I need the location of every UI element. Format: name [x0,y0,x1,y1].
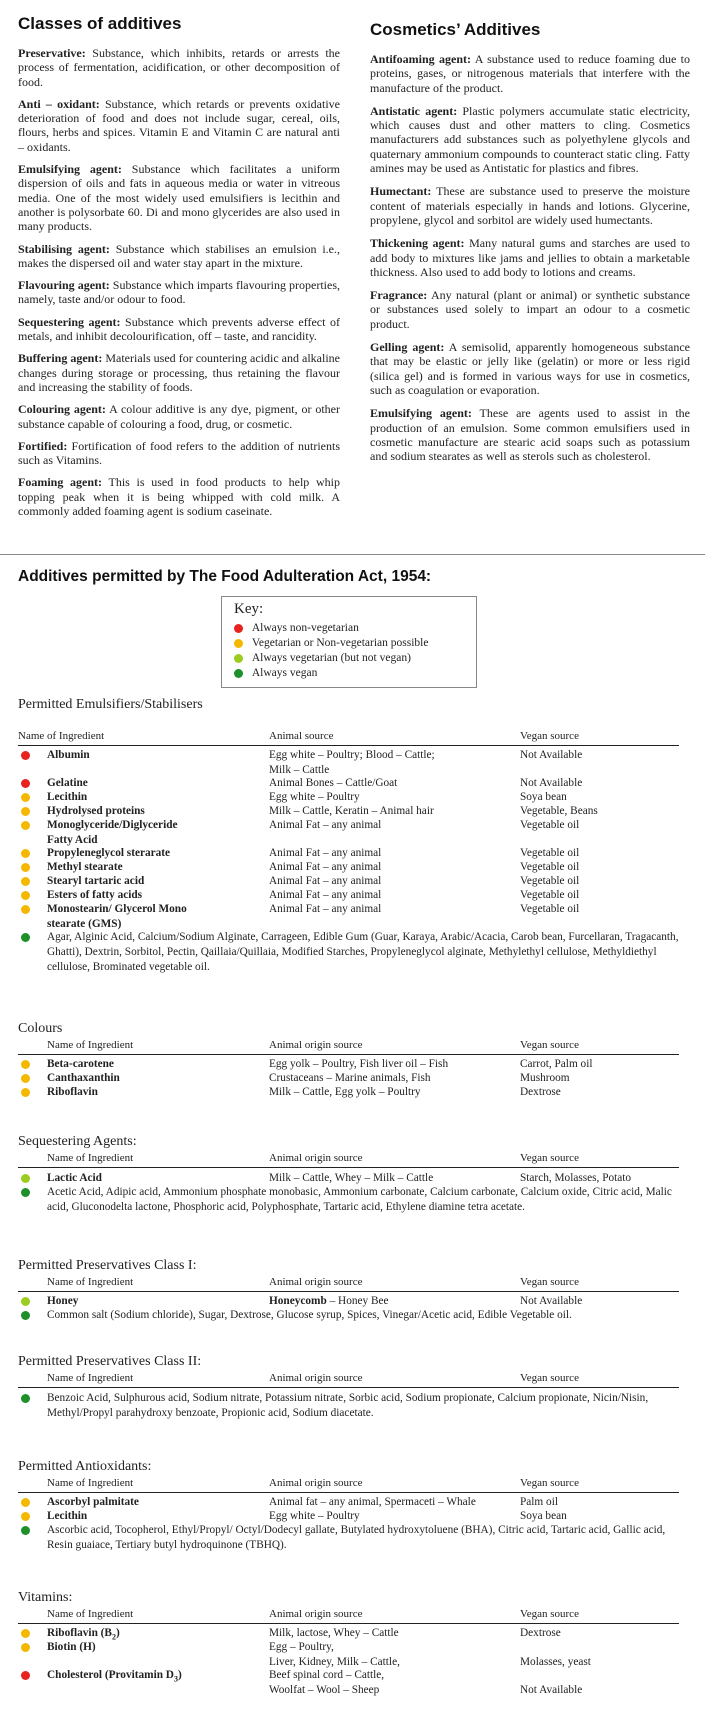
definition-paragraph [370,406,690,463]
classes-list [18,46,340,518]
vegan-source: Starch, Molasses, Potato [520,1172,632,1184]
definition-paragraph [18,278,340,307]
definition-text: Fortification of food refers to the addition of nutrients such as Vitamins. [18,438,340,468]
orange-dot-icon [21,1498,30,1507]
column-header: Animal origin source [269,1152,363,1164]
column-header: Vegan source [520,730,579,742]
animal-source: Milk – Cattle, Egg yolk – Poultry [269,1086,421,1098]
orange-dot-icon [21,1512,30,1521]
definition-term: Antistatic agent: [370,103,458,118]
table-row [0,1057,705,1071]
header-rule [18,1054,679,1055]
definition-term: Colouring agent: [18,402,106,417]
animal-source: Animal Fat – any animal [269,847,382,859]
definition-term: Emulsifying agent: [370,406,472,421]
animal-source: Animal Fat – any animal [269,875,382,887]
vegan-source: Not Available [520,1684,583,1696]
animal-source: Honeycomb – Honey Bee [269,1295,389,1307]
definition-paragraph [18,475,340,518]
vegan-source: Soya bean [520,1510,567,1522]
orange-dot-icon [21,863,30,872]
definition-paragraph [18,97,340,154]
animal-source: Animal Fat – any animal [269,903,382,915]
subscript: 3 [173,1674,178,1684]
key-item [234,622,359,634]
vegan-ingredients-list: Benzoic Acid, Sulphurous acid, Sodium nitrate, Potassium nitrate, Sorbic acid, Sodium propionate, Calcium propionate, Nicin/Nisin, Methyl/Propyl parahydroxy benzoate, Propionic acid, Sodium diacetate. [47,1392,649,1419]
definition-paragraph [18,162,340,233]
definition-text: This is used in food products to help whip topping peak when it is being whipped with cold milk. A commonly added foaming agent is sodium caseinate. [18,475,340,519]
animal-source: Animal Bones – Cattle/Goat [269,777,398,789]
ingredient-name: Albumin [47,749,90,761]
cosmetics-list [370,52,690,463]
orange-dot-icon [21,821,30,830]
definition-term: Emulsifying agent: [18,162,122,177]
section-title: Permitted Emulsifiers/Stabilisers [18,697,203,712]
column-header: Name of Ingredient [47,1039,134,1051]
vegan-source: Molasses, yeast [520,1656,591,1668]
definition-paragraph [18,46,340,89]
orange-dot-icon [21,1629,30,1638]
vegan-source: Vegetable, Beans [520,805,598,817]
green-dot-icon [21,1311,30,1320]
definition-paragraph [370,184,690,227]
orange-dot-icon [21,1088,30,1097]
red-dot-icon [21,1671,30,1680]
header-rule [18,1291,679,1292]
section-title: Sequestering Agents: [18,1134,137,1149]
header-rule [18,745,679,746]
section-title: Permitted Preservatives Class I: [18,1258,197,1273]
table-row [0,888,705,902]
green-dot-icon [21,1188,30,1197]
ingredient-name: Honey [47,1295,79,1307]
cosmetics-column [370,20,690,472]
definition-text: A substance used to reduce foaming due to proteins, gases, or nitrogenous materials that interfere with the manufacture of the product. [370,52,690,95]
column-header: Name of Ingredient [47,1608,134,1620]
definition-text: These are agents used to assist in the production of an emulsion. Some common emulsifiers used in cosmetic manufacture are stearic acid soaps such as potassium and sodium stearates as well as sterols such as cholesterol. [370,406,690,464]
vegan-source: Vegetable oil [520,847,580,859]
key-label: Always non-vegetarian [251,622,359,634]
definition-term: Fragrance: [370,288,428,303]
definition-term: Humectant: [370,184,432,199]
column-header: Animal origin source [269,1039,363,1051]
ingredient-name: Propyleneglycol sterarate [47,847,171,859]
definition-term: Buffering agent: [18,351,103,366]
definition-paragraph [18,351,340,394]
red-dot-icon [21,751,30,760]
vegan-ingredients-list: Common salt (Sodium chloride), Sugar, Dextrose, Glucose syrup, Spices, Vinegar/Acetic acid, Edible Vegetable oil. [47,1309,572,1321]
column-header: Name of Ingredient [47,1477,134,1489]
orange-dot-icon [21,905,30,914]
header-rule [18,1492,679,1493]
vegan-source: Vegetable oil [520,861,580,873]
animal-source: Egg yolk – Poultry, Fish liver oil – Fish [269,1058,449,1070]
vegan-source: Soya bean [520,791,567,803]
table-row [0,1294,705,1308]
orange-dot-icon [21,1074,30,1083]
ingredient-name: Gelatine [47,777,88,789]
definition-text: Many natural gums and starches are used to add body to mixtures like jams and jellies to obtain a marketable thickness. Also used to add body to lotions and creams. [370,236,690,279]
definition-text: Substance which imparts flavouring properties, namely, taste and/or odour to food. [18,278,340,307]
ingredient-name: Canthaxanthin [47,1072,120,1084]
ingredient-name: Riboflavin [47,1086,98,1098]
table-row [0,790,705,804]
green-dot-icon [21,1526,30,1535]
orange-dot-icon [21,849,30,858]
lime-dot-icon [21,1297,30,1306]
table-row [0,1509,705,1523]
table-row [0,1626,705,1640]
green-dot-icon [21,1394,30,1403]
definition-term: Sequestering agent: [18,314,121,329]
definition-term: Fortified: [18,438,68,453]
definition-paragraph [370,340,690,397]
table-row [0,1495,705,1509]
ingredient-name: Methyl stearate [47,861,123,873]
vegan-source: Not Available [520,777,583,789]
definition-paragraph [370,288,690,331]
ingredient-name: Stearyl tartaric acid [47,875,145,887]
animal-source: Crustaceans – Marine animals, Fish [269,1072,431,1084]
animal-source: Milk – Cattle, Whey – Milk – Cattle [269,1172,434,1184]
section-title: Vitamins: [18,1590,73,1605]
definition-term: Gelling agent: [370,340,445,355]
definition-term: Antifoaming agent: [370,52,472,66]
orange-dot-icon [21,1060,30,1069]
column-header: Animal origin source [269,1608,363,1620]
ingredient-name: Monoglyceride/Diglyceride Fatty Acid [47,819,178,846]
table-row [0,776,705,790]
column-header: Animal origin source [269,1372,363,1384]
table-row [0,1668,705,1696]
key-label: Always vegetarian (but not vegan) [251,652,411,664]
definition-term: Flavouring agent: [18,278,110,293]
lime-dot-icon [21,1174,30,1183]
definition-text: A colour additive is any dye, pigment, or other substance capable of colouring a food, drug, or cosmetic. [18,402,340,431]
header-rule [18,1623,679,1624]
definition-term: Foaming agent: [18,475,103,490]
ingredient-name: Monostearin/ Glycerol Mono stearate (GMS) [47,903,187,930]
vegan-source: Dextrose [520,1086,561,1098]
animal-source: Animal Fat – any animal [269,861,382,873]
table-row [0,748,705,776]
vegan-ingredients-list: Agar, Alginic Acid, Calcium/Sodium Alginate, Carrageen, Edible Gum (Guar, Karaya, Arabic/Acacia, Carob bean, Furcellaran, Tragacanth, Ghatti), Dextrin, Sorbitol, Pectin, Qaillaia/Quillaia, Modified Starches, Propyleneglycol alginate, Methylethyl cellulose, Methyldiethyl cellulose, Brominated vegetable oil. [47,931,679,973]
vegan-source: Not Available [520,749,583,761]
table-row [0,902,705,930]
column-header: Vegan source [520,1276,579,1288]
column-header: Animal source [269,730,334,742]
column-header: Vegan source [520,1608,579,1620]
orange-dot-icon [234,639,243,648]
column-header: Name of Ingredient [47,1276,134,1288]
ingredient-name: Riboflavin $(B_2)$ [47,1627,120,1642]
header-rule [18,1167,679,1168]
animal-source-bold: Honeycomb [269,1295,327,1307]
header-rule [18,1387,679,1388]
table-row [0,846,705,860]
ingredient-name: Hydrolysed proteins [47,805,145,817]
vegan-source: Not Available [520,1295,583,1307]
column-header: Animal origin source [269,1477,363,1489]
table-row [0,860,705,874]
definition-paragraph [18,315,340,344]
vegan-source: Palm oil [520,1496,558,1508]
section-title: Permitted Preservatives Class II: [18,1354,202,1369]
column-header: Vegan source [520,1372,579,1384]
definition-term: Preservative: [18,46,86,60]
column-header: Vegan source [520,1039,579,1051]
ingredient-name: Biotin (H) [47,1641,96,1653]
key-box [221,596,477,688]
definition-text: Materials used for countering acidic and alkaline changes during storage or processing, thus retaining the flavour and increasing the stability of foods. [18,351,340,394]
animal-source: Animal Fat – any animal [269,819,382,831]
table-row [0,1640,705,1668]
definition-text: Substance, which retards or prevents oxidative deterioration of food and does not include sugar, cereal, oils, flours, herbs and spices. Vitamin E and Vitamin C are natural anti – oxidants. [18,96,341,154]
definition-text: Plastic polymers accumulate static electricity, which causes dust and other matters to cling. Cosmetics manufacturers add substances such as polyethylene glycols and quaternary ammonium compounds to counteract static cling. Fatty amines may be used as Antistatic for plastics and fibres. [370,103,690,176]
animal-source: Beef spinal cord – Cattle, Woolfat – Wool – Sheep [269,1669,385,1696]
vegan-source: Dextrose [520,1627,561,1639]
definition-text: Substance which facilitates a uniform dispersion of oils and fats in aqueous media or water in vitreous media. One of the most widely used emulsifiers is lecithin and another is polysorbate 60. Di and mono glycerides are also used in many products. [18,162,340,234]
green-dot-icon [234,669,243,678]
key-label: Vegetarian or Non-vegetarian possible [251,637,429,649]
definition-paragraph [18,402,340,431]
column-header: Name of Ingredient [47,1152,134,1164]
lime-dot-icon [234,654,243,663]
vegan-source: Mushroom [520,1072,570,1084]
table-row [0,874,705,888]
red-dot-icon [21,779,30,788]
vegan-ingredients-list: Ascorbic acid, Tocopherol, Ethyl/Propyl/ Octyl/Dodecyl gallate, Butylated hydroxytoluene (BHA), Citric acid, Tartaric acid, Gallic acid, Resin guaiace, Tertiary butyl hydroquinone (TBHQ). [47,1524,666,1551]
orange-dot-icon [21,891,30,900]
vegan-ingredients-list: Acetic Acid, Adipic acid, Ammonium phosphate monobasic, Ammonium carbonate, Calcium carbonate, Calcium oxide, Citric acid, Malic acid, Gluconodelta lactone, Phosphoric acid, Polyphosphate, Tartaric acid, Ethylene diamine tetra acetate. [47,1186,672,1213]
animal-source: Egg white – Poultry [269,1510,360,1522]
subscript: 2 [111,1632,116,1642]
additive-classes-panel [0,0,705,554]
definition-paragraph [18,242,340,271]
animal-source: Egg white – Poultry; Blood – Cattle; Milk – Cattle [269,749,435,776]
table-row [0,818,705,846]
column-header: Animal origin source [269,1276,363,1288]
definition-text: Substance, which inhibits, retards or arrests the process of fermentation, acidification, or other decomposition of food. [18,46,340,89]
definition-term: Stabilising agent: [18,241,110,256]
ingredient-name: Esters of fatty acids [47,889,143,901]
classes-column [18,14,340,526]
table-row [0,804,705,818]
ingredient-name: Cholesterol (Provitamin $D_3$) [47,1669,182,1684]
vegan-source: Carrot, Palm oil [520,1058,593,1070]
key-item [234,667,317,679]
ingredient-name: Beta-carotene [47,1058,114,1070]
ingredient-name: Ascorbyl palmitate [47,1496,139,1508]
section-divider [0,554,705,555]
animal-source: Milk – Cattle, Keratin – Animal hair [269,805,434,817]
section-title: Permitted Antioxidants: [18,1459,152,1474]
vegan-source: Vegetable oil [520,875,580,887]
column-header: Name of Ingredient [47,1372,134,1384]
animal-source: Egg white – Poultry [269,791,360,803]
orange-dot-icon [21,807,30,816]
table-row [0,1085,705,1099]
key-item [234,652,411,664]
definition-text: Any natural (plant or animal) or synthetic substance or substances used solely to impart an odour to a cosmetic product. [370,288,690,331]
table-row [0,1171,705,1185]
definition-term: Anti – oxidant: [18,96,100,111]
key-label: Always vegan [251,667,318,679]
column-header: Name of Ingredient [18,730,105,742]
classes-title: Classes of additives [18,14,182,33]
definition-paragraph [370,52,690,95]
animal-source: Animal fat – any animal, Spermaceti – Whale [269,1496,476,1508]
orange-dot-icon [21,793,30,802]
column-header: Vegan source [520,1152,579,1164]
definition-text: A semisolid, apparently homogeneous substance that may be elastic or jelly like (gelatin) or more or less rigid (silica gel) and is formed in various ways for use in cosmetics, such as coagulation or evaporation. [370,340,690,397]
vegan-source: Vegetable oil [520,903,580,915]
definition-text: These are substance used to preserve the moisture content of materials especially in hands and lotions. Glycerine, propylene, glycol and sorbitol are widely used humectants. [370,184,690,227]
vegan-source: Vegetable oil [520,889,580,901]
animal-source: Animal Fat – any animal [269,889,382,901]
animal-source: Milk, lactose, Whey – Cattle [269,1627,399,1639]
orange-dot-icon [21,1643,30,1652]
definition-paragraph [370,236,690,279]
definition-term: Thickening agent: [370,236,465,251]
definition-text: Substance which prevents adverse effect of metals, and inhibit decolourification, off – taste, and rancidity. [18,314,340,344]
definition-text: Substance which stabilises an emulsion i.e., makes the dispersed oil and water stay apart in the mixture. [18,241,340,270]
ingredient-name: Lactic Acid [47,1172,102,1184]
definition-paragraph [370,104,690,175]
column-header: Vegan source [520,1477,579,1489]
green-dot-icon [21,933,30,942]
cosmetics-title: Cosmetics’ Additives [370,20,541,39]
table-row [0,1071,705,1085]
key-title: Key: [234,601,264,617]
ingredient-name: Lecithin [47,1510,88,1522]
permitted-title: Additives permitted by The Food Adulteration Act, 1954: [18,568,432,585]
section-title: Colours [18,1021,63,1036]
red-dot-icon [234,624,243,633]
definition-paragraph [18,439,340,468]
ingredient-name: Lecithin [47,791,88,803]
key-item [234,637,428,649]
animal-source: Egg – Poultry, Liver, Kidney, Milk – Cattle, [269,1641,400,1668]
orange-dot-icon [21,877,30,886]
vegan-source: Vegetable oil [520,819,580,831]
